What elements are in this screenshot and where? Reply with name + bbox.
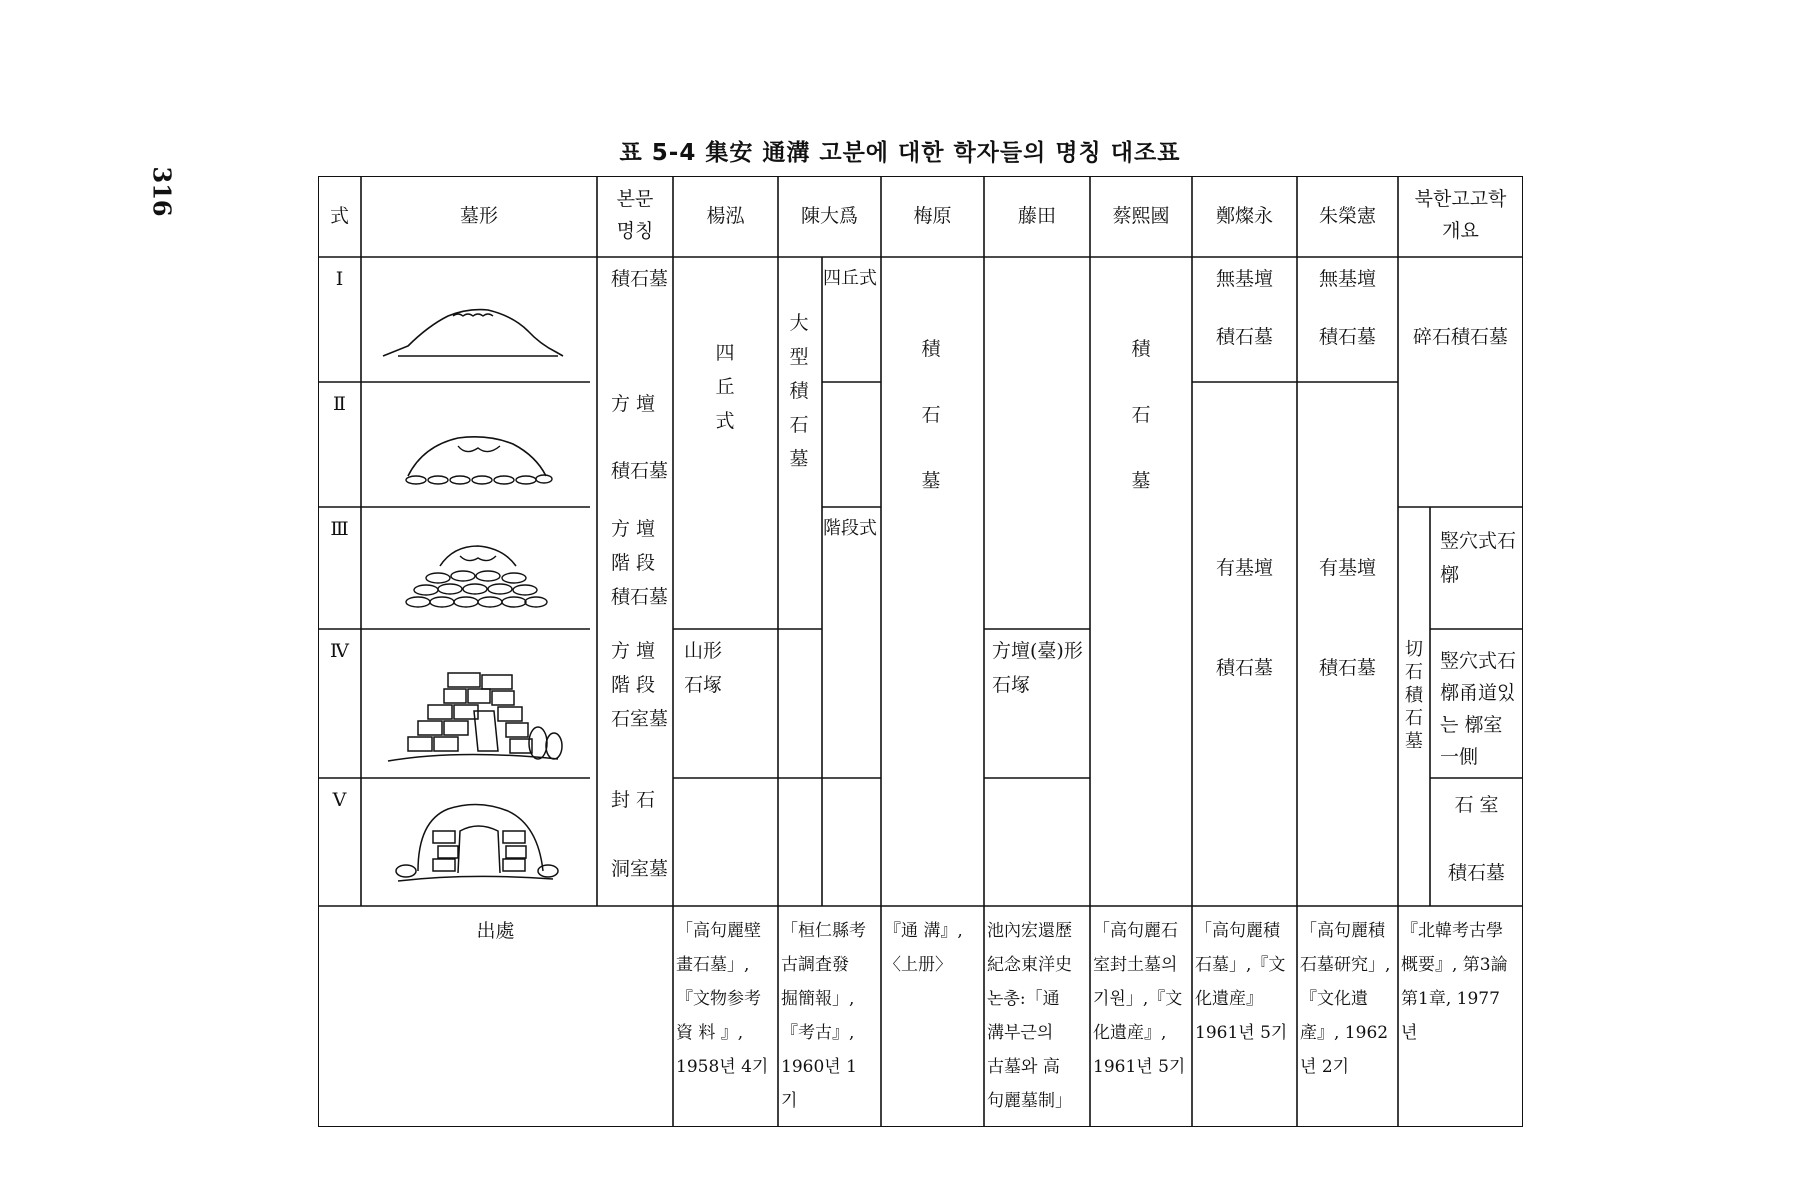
nk-pit-chamber-1: 竪穴式石 [1440, 530, 1517, 552]
row-number: Ⅳ [330, 640, 349, 662]
source-zhu-2: 石墓研究」, [1300, 955, 1391, 975]
header-zhu: 朱榮憲 [1318, 205, 1376, 227]
source-chen-3: 掘簡報」, [781, 989, 855, 1009]
chen-step-type: 階段式 [823, 518, 877, 539]
header-nk-1: 북한고고학 [1414, 188, 1507, 210]
nk-corridor-chamber-4: 一側 [1440, 746, 1479, 768]
zheng-no-base-2: 積石墓 [1215, 326, 1273, 348]
row-number: Ⅲ [330, 518, 349, 540]
name-type-4-line1: 方 壇 [611, 640, 656, 662]
source-mei-1: 『通 溝』, [884, 921, 963, 941]
header-main-text-1: 본문 [616, 188, 654, 210]
source-zheng-4: 1961년 5기 [1195, 1023, 1288, 1043]
source-zhu-1: 「高句麗積 [1300, 921, 1385, 941]
nk-cut-stone-tomb: 切石積石墓 [1405, 639, 1423, 752]
cai-stone-tomb: 積石墓 [1131, 338, 1151, 492]
nk-pit-chamber-2: 槨 [1440, 564, 1460, 586]
source-zheng-3: 化遺産』 [1195, 989, 1263, 1009]
nk-rubble-stone-tomb: 碎石積石墓 [1412, 326, 1508, 348]
row-number: Ⅱ [333, 393, 346, 415]
source-yang-2: 畫石墓」, [676, 955, 750, 975]
source-fujita-2: 紀念東洋史 [987, 955, 1072, 975]
yang-four-mound-type: 四丘式 [715, 342, 735, 432]
source-cai-3: 기원」,『文 [1093, 989, 1183, 1009]
source-cai-1: 「高句麗石 [1093, 921, 1178, 941]
header-main-text-2: 명칭 [616, 220, 654, 242]
fujita-square-type-2: 石塚 [992, 674, 1031, 696]
nk-stone-chamber-1: 石 室 [1454, 794, 1499, 816]
source-cai-4: 化遺産』, [1093, 1023, 1167, 1043]
source-nk-1: 『北韓考古學 [1401, 921, 1503, 941]
source-fujita-5: 古墓와 高 [987, 1057, 1060, 1077]
table-title: 표 5-4 集安 通溝 고분에 대한 학자들의 명칭 대조표 [619, 140, 1181, 166]
header-cai: 蔡熙國 [1112, 205, 1170, 227]
source-chen-2: 古調査發 [781, 955, 849, 975]
source-fujita-4: 溝부근의 [987, 1023, 1054, 1043]
name-type-5-line2: 洞室墓 [611, 858, 669, 880]
mei-stone-tomb: 積石墓 [921, 338, 941, 492]
source-yang-3: 『文物参考 [676, 989, 761, 1009]
source-fujita-6: 句麗墓制」 [987, 1091, 1072, 1111]
source-zheng-2: 石墓」,『文 [1195, 955, 1286, 975]
comparison-table [318, 176, 1523, 1127]
source-yang-5: 1958년 4기 [676, 1057, 769, 1077]
zhu-with-base-2: 積石墓 [1318, 657, 1376, 679]
zheng-with-base-2: 積石墓 [1215, 657, 1273, 679]
chen-large-stone-tomb: 大型積石墓 [789, 312, 809, 470]
source-cai-2: 室封土墓의 [1093, 955, 1178, 975]
source-fujita-3: 논총:「通 [987, 989, 1060, 1009]
row-number: Ⅴ [332, 789, 347, 811]
header-tomb-shape: 墓形 [459, 205, 498, 227]
mound-drawing-type-2 [378, 416, 568, 496]
name-type-3-line2: 階 段 [611, 552, 656, 574]
name-type-2-line2: 積石墓 [611, 460, 669, 482]
nk-corridor-chamber-3: 는 槨室 [1440, 714, 1503, 736]
header-mei: 梅原 [913, 205, 952, 227]
nk-corridor-chamber-2: 槨甬道있 [1440, 682, 1516, 704]
sources-label: 出處 [476, 920, 515, 942]
source-nk-3: 第1章, 1977 [1401, 989, 1500, 1009]
source-nk-4: 년 [1401, 1023, 1418, 1043]
row-number: Ⅰ [335, 268, 344, 290]
name-type-2-line1: 方 壇 [611, 393, 656, 415]
source-fujita-1: 池內宏還歷 [987, 921, 1072, 941]
header-fujita: 藤田 [1017, 205, 1056, 227]
name-type-1: 積石墓 [611, 268, 669, 290]
source-zhu-3: 『文化遺 [1300, 989, 1368, 1009]
source-yang-1: 「高句麗壁 [676, 921, 761, 941]
nk-corridor-chamber-1: 竪穴式石 [1440, 650, 1517, 672]
mound-drawing-type-5 [378, 791, 568, 891]
source-chen-4: 『考古』, [781, 1023, 855, 1043]
zheng-with-base-1: 有基壇 [1215, 557, 1273, 579]
mound-drawing-type-4 [378, 651, 568, 771]
source-yang-4: 資 料 』, [676, 1023, 744, 1043]
source-chen-6: 기 [781, 1091, 798, 1111]
source-mei-2: 〈上册〉 [884, 955, 952, 975]
source-chen-5: 1960년 1 [781, 1057, 857, 1077]
yang-mountain-type-2: 石塚 [684, 674, 723, 696]
chen-four-mound-type: 四丘式 [823, 268, 877, 289]
source-zhu-5: 년 2기 [1300, 1057, 1350, 1077]
mound-drawing-type-1 [378, 286, 568, 366]
name-type-5-line1: 封 石 [611, 789, 656, 811]
source-nk-2: 概要』, 第3論 [1401, 955, 1508, 975]
name-type-3-line3: 積石墓 [611, 586, 669, 608]
zhu-with-base-1: 有基壇 [1318, 557, 1376, 579]
fujita-square-type-1: 方壇(臺)形 [992, 640, 1083, 662]
header-chen: 陳大爲 [800, 205, 858, 227]
header-form: 式 [329, 205, 349, 227]
header-yang: 楊泓 [706, 205, 745, 227]
source-chen-1: 「桓仁縣考 [781, 921, 866, 941]
zhu-no-base-1: 無基壇 [1318, 268, 1376, 290]
name-type-4-line2: 階 段 [611, 674, 656, 696]
name-type-3-line1: 方 壇 [611, 518, 656, 540]
source-cai-5: 1961년 5기 [1093, 1057, 1186, 1077]
zheng-no-base-1: 無基壇 [1215, 268, 1273, 290]
nk-stone-chamber-2: 積石墓 [1447, 862, 1505, 884]
mound-drawing-type-3 [378, 536, 568, 621]
source-zheng-1: 「高句麗積 [1195, 921, 1280, 941]
header-zheng: 鄭燦永 [1215, 205, 1273, 227]
page-number: 316 [147, 166, 177, 217]
source-zhu-4: 產』, 1962 [1300, 1023, 1389, 1043]
zhu-no-base-2: 積石墓 [1318, 326, 1376, 348]
header-nk-2: 개요 [1442, 220, 1479, 242]
yang-mountain-type-1: 山形 [684, 640, 723, 662]
name-type-4-line3: 石室墓 [611, 708, 669, 730]
